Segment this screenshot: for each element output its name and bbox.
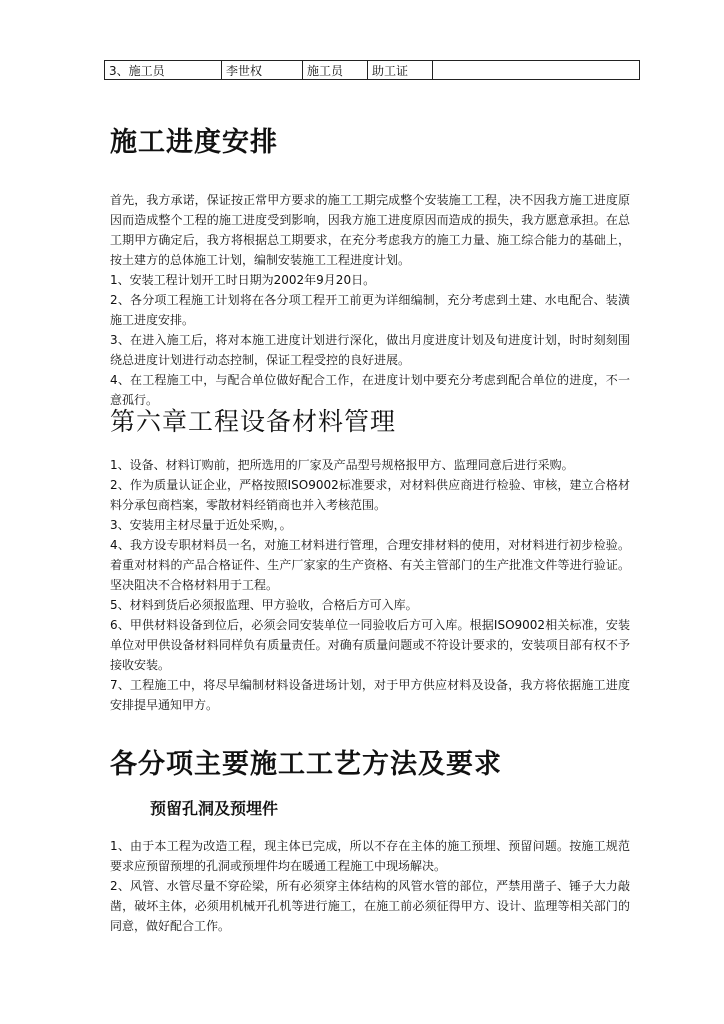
paragraph: 1、设备、材料订购前，把所选用的厂家及产品型号规格报甲方、监理同意后进行采购。 <box>110 458 574 472</box>
paragraph: 首先，我方承诺，保证按正常甲方要求的施工工期完成整个安装施工工程，决不因我方施工进度原因而造成整个工程的施工进度受到影响，因我方施工进度原因而造成的损失，我方愿意承担。在总工期甲方确定后，我方将根据总工期要求，在充分考虑我方的施工力量、施工综合能力的基础上，按土建方的总体施工计划，编制安装施工工程进度计划。 <box>110 193 630 267</box>
section-title-schedule: 施工进度安排 <box>110 127 278 158</box>
paragraph: 2、各分项工程施工计划将在各分项工程开工前更为详细编制，充分考虑到土建、水电配合、装潢施工进度安排。 <box>110 293 630 327</box>
paragraph: 3、在进入施工后，将对本施工进度计划进行深化，做出月度进度计划及旬进度计划，时时刻刻围绕总进度计划进行动态控制，保证工程受控的良好进展。 <box>110 333 630 367</box>
paragraph: 2、风管、水管尽量不穿砼梁，所有必须穿主体结构的风管水管的部位，严禁用凿子、锤子大力敲凿，破坏主体，必须用机械开孔机等进行施工，在施工前必须征得甲方、设计、监理等相关部门的同意，做好配合工作。 <box>110 879 630 933</box>
paragraph: 7、工程施工中，将尽早编制材料设备进场计划，对于甲方供应材料及设备，我方将依据施工进度安排提早通知甲方。 <box>110 678 630 712</box>
paragraph: 5、材料到货后必须报监理、甲方验收，合格后方可入库。 <box>110 598 418 612</box>
subsection-title: 预留孔洞及预埋件 <box>150 799 279 818</box>
section-title-methods: 各分项主要施工工艺方法及要求 <box>110 749 502 780</box>
table-cell-empty <box>433 61 640 80</box>
paragraph: 4、我方设专职材料员一名，对施工材料进行管理，合理安排材料的使用，对材料进行初步检验。着重对材料的产品合格证件、生产厂家家的生产资格、有关主管部门的生产批准文件等进行验证。坚决阻决不合格材料用于工程。 <box>110 538 630 592</box>
paragraph: 2、作为质量认证企业，严格按照ISO9002标准要求，对材料供应商进行检验、审核，建立合格材料分承包商档案，零散材料经销商也并入考核范围。 <box>110 478 630 512</box>
schedule-body <box>110 190 630 410</box>
paragraph: 4、在工程施工中，与配合单位做好配合工作，在进度计划中要充分考虑到配合单位的进度，不一意孤行。 <box>110 373 630 407</box>
paragraph: 1、安装工程计划开工时日期为2002年9月20日。 <box>110 273 376 287</box>
table-cell-position: 施工员 <box>303 61 368 80</box>
methods-body <box>110 836 630 936</box>
section-title-materials: 第六章工程设备材料管理 <box>110 407 397 436</box>
table-cell-name: 李世权 <box>222 61 303 80</box>
paragraph: 6、甲供材料设备到位后，必须会同安装单位一同验收后方可入库。根据ISO9002相关标准，安装单位对甲供设备材料同样负有质量责任。对确有质量问题或不符设计要求的，安装项目部有权不予接收安装。 <box>110 618 630 672</box>
table-cell-certificate: 助工证 <box>368 61 433 80</box>
paragraph: 1、由于本工程为改造工程，现主体已完成，所以不存在主体的施工预埋、预留问题。按施工规范要求应预留预埋的孔洞或预埋件均在暖通工程施工中现场解决。 <box>110 839 630 873</box>
table-row <box>105 61 640 80</box>
paragraph: 3、安装用主材尽量于近处采购，。 <box>110 518 292 532</box>
materials-body <box>110 455 630 715</box>
table-cell-role: 3、施工员 <box>105 61 222 80</box>
staff-table <box>104 60 640 80</box>
